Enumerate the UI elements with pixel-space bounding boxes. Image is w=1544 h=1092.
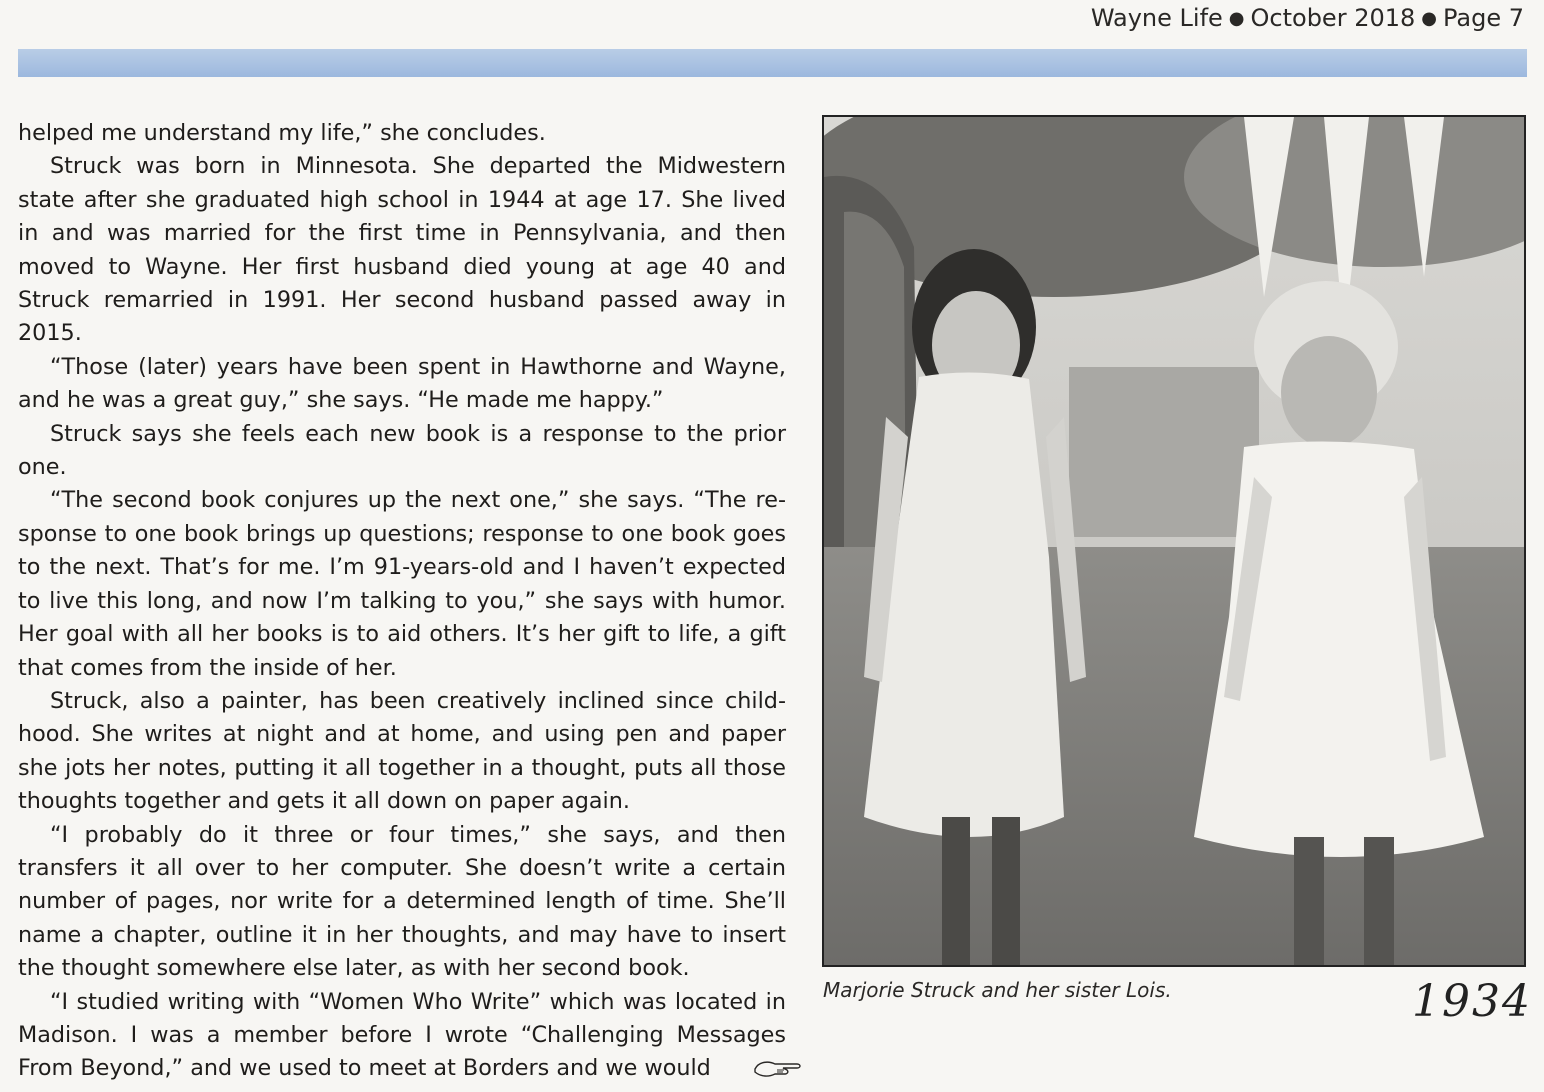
issue-date: October 2018 — [1250, 4, 1416, 32]
article-paragraph: Struck was born in Minnesota. She departed the Midwestern state after she graduated high school in 1944 at age 17. She lived in and was married for the first time in Pennsylvania, and then moved to Wayne. Her first husband died young at age 40 and Struck remarried in 1991. Her second husband passed away in 2015. — [18, 153, 786, 347]
article-paragraph: “I probably do it three or four times,” she says, and then transfers it all over to her computer. She doesn’t write a certain number of pages, nor write for a determined length of time. She’ll name a chapter, outline it in her thoughts, and may have to insert the thought somewhere else later, as with her second book. — [18, 821, 786, 982]
publication-name: Wayne Life — [1090, 4, 1223, 32]
photograph — [822, 115, 1526, 967]
handwritten-year: 1934 — [1412, 976, 1532, 1027]
header-color-band — [18, 49, 1527, 77]
article-body — [18, 117, 786, 1086]
article-paragraph: helped me understand my life,” she concludes. — [18, 120, 546, 146]
article-paragraph-last — [18, 986, 786, 1086]
page-number: Page 7 — [1443, 4, 1524, 32]
separator-dot: ● — [1228, 8, 1245, 29]
sisters-photo-image — [824, 117, 1524, 965]
page-header — [1091, 4, 1524, 32]
separator-dot: ● — [1421, 8, 1437, 29]
article-paragraph-text: “I studied writing with “Women Who Write” which was located in Madison. I was a member before I wrote “Challenging Messages From Beyond,” and we used to meet at Borders and we would — [18, 988, 786, 1082]
article-paragraph: Struck says she feels each new book is a response to the prior one. — [18, 420, 786, 481]
photo-caption: Marjorie Struck and her sister Lois. — [823, 978, 1172, 1002]
article-paragraph: “The second book conjures up the next one,” she says. “The response to one book brings up questions; response to one book goes to the next. That’s for me. I’m 91-years-old and I haven’t expected to live this long, and now I’m talking to you,” she says with humor. Her goal with all her books is to aid others. It’s her gift to life, a gift that comes from the inside of her. — [18, 487, 786, 681]
article-paragraph: “Those (later) years have been spent in Hawthorne and Wayne, and he was a great guy,” she says. “He made me happy.” — [18, 353, 786, 414]
article-paragraph: Struck, also a painter, has been creatively inclined since childhood. She writes at night and at home, and using pen and paper she jots her notes, putting it all together in a thought, puts all those thoughts together and gets it all down on paper again. — [18, 687, 786, 815]
pointing-hand-icon — [721, 1055, 773, 1081]
